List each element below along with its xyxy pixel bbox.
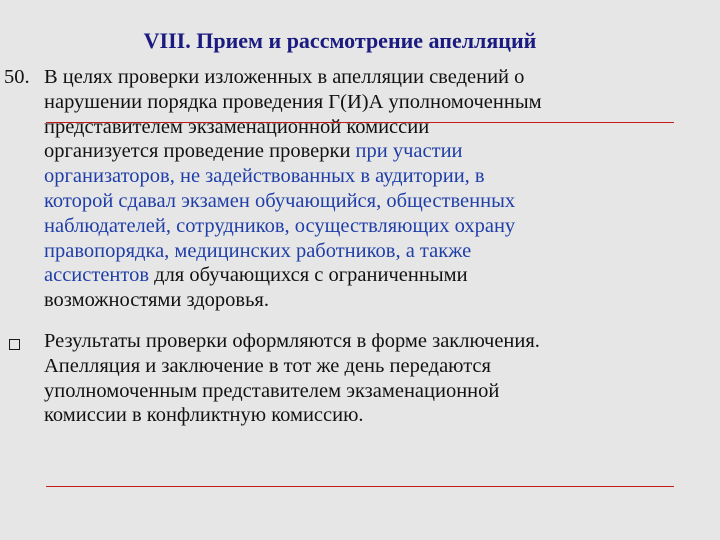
paragraph1-line [44,263,704,288]
paragraph2-line: Апелляция и заключение в тот же день передаются [44,354,491,377]
paragraph1-line [44,65,704,90]
text-segment: при участии [355,140,463,163]
text-segment: В целях проверки изложенных в апелляции сведений о [44,66,525,88]
paragraph1-line [44,214,704,239]
text-segment: для обучающихся с ограниченными [149,264,468,287]
red-rule-bottom [46,486,674,487]
slide-title: VIII. Прием и рассмотрение апелляций [143,28,537,53]
paragraph1-line [44,288,704,313]
paragraph-results [44,329,704,428]
item-number: 50. [4,66,30,88]
paragraph1-line [44,139,704,164]
text-segment: которой сдавал экзамен обучающийся, общественных [44,189,516,212]
paragraph1-line [44,239,704,264]
text-segment: организаторов, не задействованных в аудитории, в [44,165,485,188]
text-segment: нарушении порядка проведения Г(И)А уполномоченным [44,90,542,113]
paragraph2-line: Результаты проверки оформляются в форме заключения. [44,330,540,352]
paragraph-appeal-check [44,65,704,313]
paragraph1-line [44,164,704,189]
paragraph1-line [44,189,704,214]
paragraph1-line [44,90,704,115]
text-segment: наблюдателей, сотрудников, осуществляющих охрану [44,214,516,237]
paragraph1-line [44,115,704,140]
paragraph2-line: комиссии в конфликтную комиссию. [44,404,364,427]
text-segment: возможностями здоровья. [44,289,269,312]
text-segment: организуется проведение проверки [44,140,356,163]
paragraph2-line: уполномоченным представителем экзаменационной [44,379,500,402]
text-segment: ассистентов [44,264,150,287]
hollow-square-bullet-icon [9,339,20,350]
red-rule-top [46,122,674,123]
text-segment: представителем экзаменационной комиссии [44,115,430,138]
text-segment: правопорядка, медицинских работников, а также [44,239,472,262]
